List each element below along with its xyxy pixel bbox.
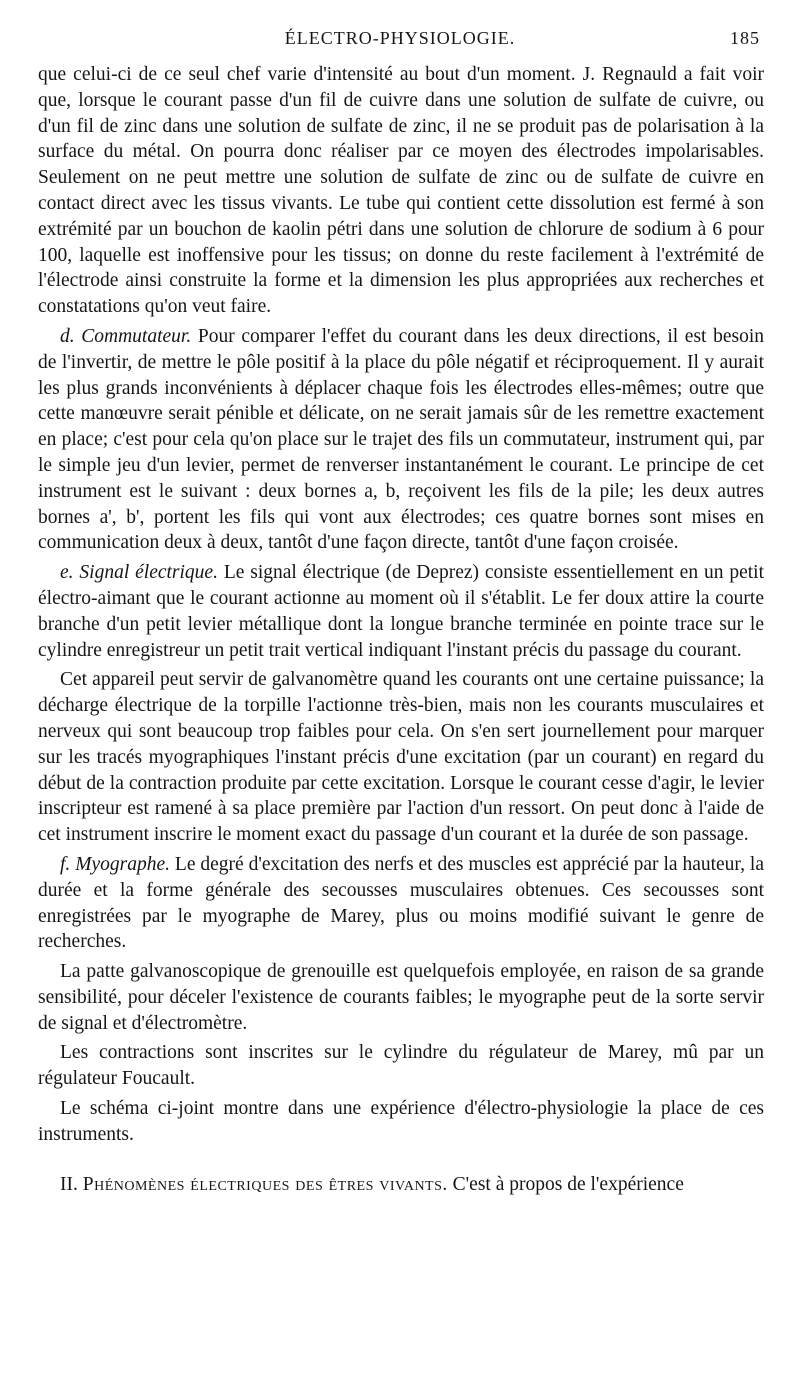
paragraph-patte bbox=[38, 959, 764, 1036]
paragraph-text: Cet appareil peut servir de galvanomètre quand les courants ont une certaine puissance; la décharge électrique de la torpille l'actionne très-bien, mais non les courants musculaires et nerveux qui sont beaucoup trop faibles pour cela. On s'en sert journellement pour marquer sur les tracés myographiques l'instant précis d'une excitation (par un courant) en regard du début de la contraction produite par cette excitation. Lorsque le courant cesse d'agir, le levier inscripteur est ramené à sa place première par l'action d'un ressort. On peut donc à l'aide de cet instrument inscrire le moment exact du passage d'un courant et la durée de son passage. bbox=[38, 669, 764, 846]
paragraph-continuation bbox=[38, 62, 764, 320]
paragraph-text: Le degré d'excitation des nerfs et des muscles est apprécié par la hauteur, la durée et la forme générale des secousses musculaires obtenues. Ces secousses sont enregistrées par le myographe de Marey, plus ou moins modifié suivant le genre de recherches. bbox=[38, 853, 765, 953]
section-text: C'est à propos de l'expérience bbox=[452, 1173, 684, 1195]
paragraph-text: Le schéma ci-joint montre dans une expérience d'électro-physiologie la place de ces instruments. bbox=[38, 1098, 764, 1145]
paragraph-commutateur bbox=[38, 324, 764, 556]
section-numeral: II. bbox=[60, 1173, 78, 1195]
running-title: ÉLECTRO-PHYSIOLOGIE. bbox=[284, 28, 516, 48]
paragraph-galvanometre bbox=[38, 667, 764, 848]
paragraph-schema bbox=[38, 1096, 764, 1148]
paragraph-text: Le signal électrique (de Deprez) consiste essentiellement en un petit électro-aimant que le courant actionne au moment où il s'établit. Le fer doux attire la courte branche d'un petit levier métallique dont la longue branche terminée en pointe trace sur le cylindre enregistreur un petit trait vertical indiquant l'instant précis du passage du courant. bbox=[38, 562, 764, 661]
page-number: 185 bbox=[730, 28, 760, 48]
paragraph-text: Les contractions sont inscrites sur le cylindre du régulateur de Marey, mû par un régulateur Foucault. bbox=[38, 1042, 764, 1090]
page-body bbox=[38, 62, 764, 1201]
paragraph-text: La patte galvanoscopique de grenouille est quelquefois employée, en raison de sa grande sensibilité, pour déceler l'existence de courants faibles; le myographe peut de la sorte servir de signal et d'électromètre. bbox=[38, 961, 764, 1034]
paragraph-lead: f. Myographe. bbox=[60, 853, 170, 875]
paragraph-myographe bbox=[38, 852, 764, 955]
paragraph-contractions bbox=[38, 1040, 764, 1092]
running-header bbox=[38, 28, 762, 54]
section-title: Phénomènes électriques des êtres vivants. bbox=[82, 1173, 448, 1195]
section-heading bbox=[38, 1172, 764, 1198]
paragraph-lead: d. Commutateur. bbox=[60, 325, 192, 347]
paragraph-text: que celui-ci de ce seul chef varie d'intensité au bout d'un moment. J. Regnauld a fait voir que, lorsque le courant passe d'un fil de cuivre dans une solution de sulfate de cuivre, ou d'un fil de zinc dans une solution de sulfate de zinc, il ne se produit pas de polarisation à la surface du métal. On pourra donc réaliser par ce moyen des électrodes impolarisables. Seulement on ne peut mettre une solution de sulfate de zinc ou de sulfate de cuivre en contact direct avec les tissus vivants. Le tube qui contient cette dissolution est fermé à son extrémité par un bouchon de kaolin pétri dans une solution de chlorure de sodium à 6 pour 100, laquelle est inoffensive pour les tissus; on donne du reste facilement à l'extrémité de l'électrode ainsi construite la forme et la dimension les plus appropriées aux recherches et constatations qu'on veut faire. bbox=[38, 64, 764, 318]
paragraph-text: Pour comparer l'effet du courant dans les deux directions, il est besoin de l'invertir, de mettre le pôle positif à la place du pôle négatif et réciproquement. Il y aurait les plus grands inconvénients à déplacer chaque fois les électrodes elles-mêmes; outre que cette manœuvre serait pénible et délicate, on ne serait jamais sûr de les remettre exactement en place; c'est pour cela qu'on place sur le trajet des fils un commutateur, instrument qui, par le simple jeu d'un levier, permet de renverser instantanément le courant. Le principe de cet instrument est le suivant : deux bornes a, b, reçoivent les fils de la pile; les deux autres bornes a', b', portent les fils qui vont aux électrodes; ces quatre bornes sont mises en communication deux à deux, tantôt d'une façon directe, tantôt d'une façon croisée. bbox=[38, 325, 765, 554]
paragraph-lead: e. Signal électrique. bbox=[60, 562, 218, 584]
paragraph-signal-electrique bbox=[38, 560, 764, 663]
